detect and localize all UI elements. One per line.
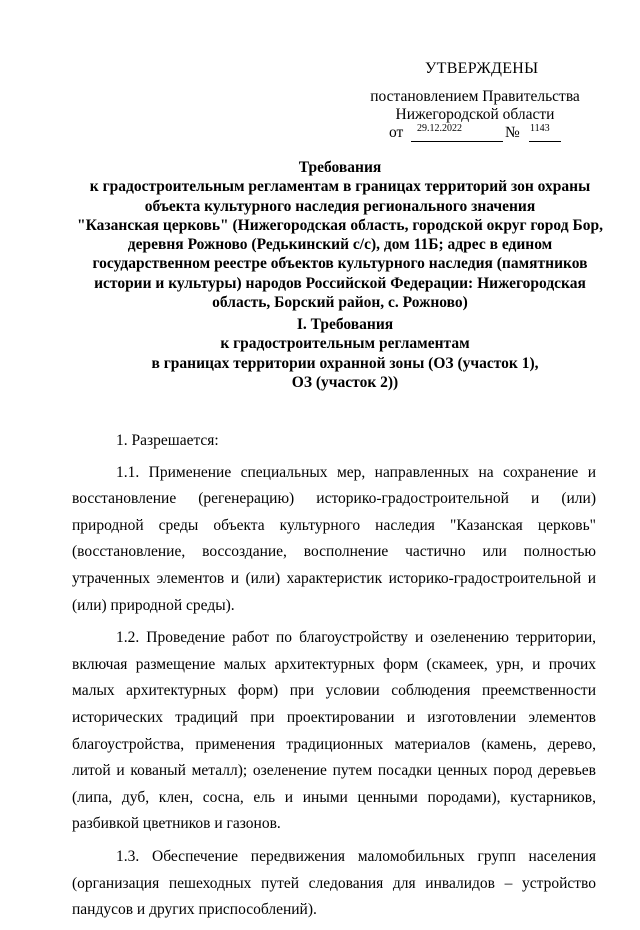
approval-date: 29.12.2022	[417, 123, 462, 134]
section-line: ОЗ (участок 2))	[291, 373, 399, 391]
title-line: государственном реестре объектов культурного наследия (памятников	[92, 255, 588, 273]
approval-line-1: постановлением Правительства	[370, 88, 580, 105]
title-line: область, Борский район, с. Рожново)	[212, 294, 468, 312]
title-line: к градостроительным регламентам в границах территорий зон охраны	[89, 178, 591, 196]
paragraph-1-3: 1.3. Обеспечение передвижения маломобильных групп населения (организация пешеходных путей следования для инвалидов – устройство пандусов и других приспособлений).	[72, 847, 596, 919]
title-line: деревня Рожново (Редькинский с/с), дом 11Б; адрес в едином	[127, 236, 553, 254]
title-line: "Казанская церковь" (Нижегородская область, городской округ город Бор,	[77, 216, 603, 234]
approval-stamp	[365, 60, 585, 144]
date-field	[411, 124, 503, 142]
from-label: от	[389, 124, 404, 141]
title-line: Требования	[298, 159, 382, 176]
section-line: в границах территории охранной зоны (ОЗ (участок 1),	[151, 354, 539, 372]
approved-heading: УТВЕРЖДЕНЫ	[425, 60, 539, 77]
spacer	[365, 78, 585, 88]
section-heading	[120, 315, 570, 392]
title-line: объекта культурного наследия регионального значения	[144, 197, 536, 215]
section-line: к градостроительным регламентам	[220, 335, 470, 353]
approval-line-2: Нижегородской области	[395, 106, 555, 123]
paragraph-1-1: 1.1. Применение специальных мер, направленных на сохранение и восстановление (регенерацию) историко-градостроительной и (или) природной среды объекта культурного наследия "Казанская церковь" (восстановление, воссоздание, восполнение частично или полностью утраченных элементов и (или) характеристик историко-градостроительной и (или) природной среды).	[72, 463, 596, 614]
section-line: I. Требования	[296, 316, 394, 333]
body-text	[72, 428, 596, 930]
title-line: истории и культуры) народов Российской Федерации: Нижегородская	[94, 274, 586, 292]
number-field	[529, 124, 561, 142]
approval-number: 1143	[530, 123, 550, 134]
approval-date-row	[389, 124, 585, 144]
paragraph-1-2: 1.2. Проведение работ по благоустройству и озеленению территории, включая размещение малых архитектурных форм (скамеек, урн, и прочих малых архитектурных форм) при условии соблюдения преемственности исторических традиций при проектировании и изготовлении элементов благоустройства, применения традиционных материалов (камень, дерево, литой и кованый металл); озеленение путем посадки ценных пород деревьев (липа, дуб, клен, сосна, ель и иными ценными породами), кустарников, разбивкой цветников и газонов.	[72, 629, 596, 833]
document-title	[70, 158, 610, 312]
paragraph-allowed: 1. Разрешается:	[116, 432, 219, 449]
number-sign: №	[505, 124, 520, 141]
